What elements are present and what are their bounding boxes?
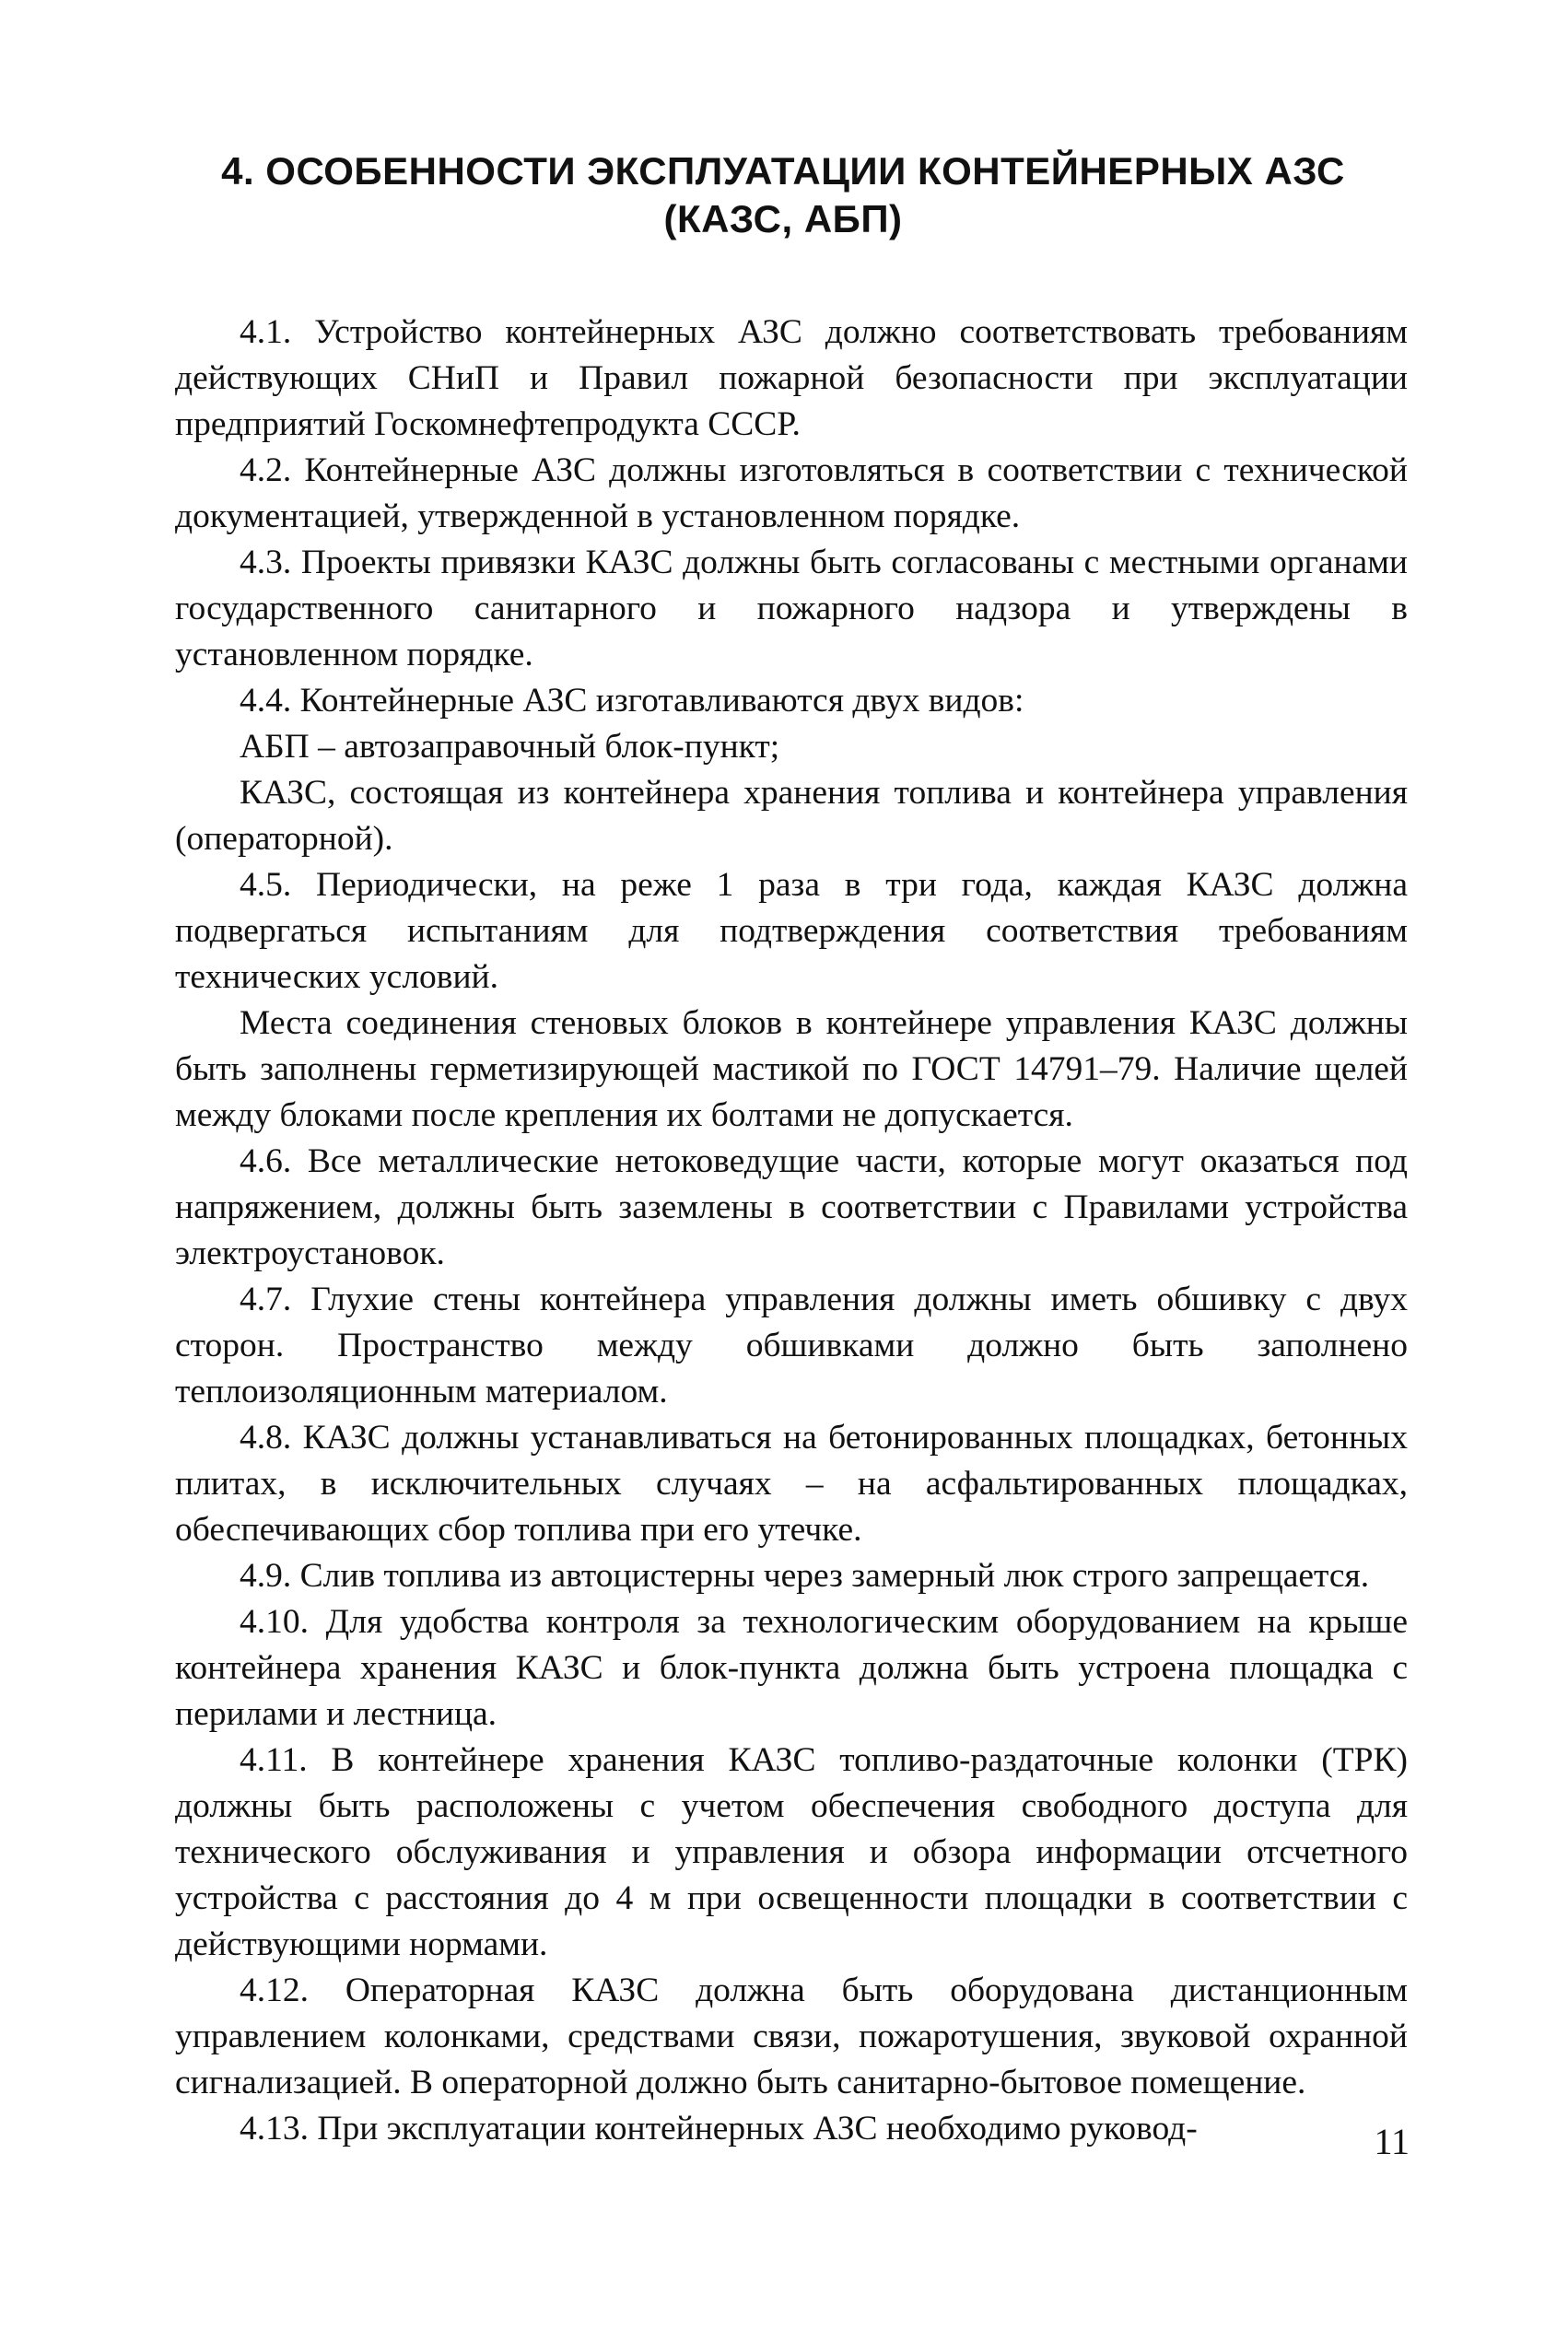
body-text xyxy=(175,310,1408,2152)
paragraph-4-1: 4.1. Устройство контейнерных АЗС должно соответствовать требованиям действующих СНиП и Правил пожарной безопасности при эксплуатации предприятий Госкомнефтепродукта СССР. xyxy=(175,313,1408,443)
paragraph-4-7: 4.7. Глухие стены контейнера управления должны иметь обшивку с двух сторон. Пространство между обшивками должно быть заполнено теплоизоляционным материалом. xyxy=(175,1281,1408,1410)
paragraph-abp-item: АБП – автозаправочный блок-пункт; xyxy=(240,728,780,766)
paragraph-kazs-item: КАЗС, состоящая из контейнера хранения топлива и контейнера управления (операторной). xyxy=(175,774,1408,858)
paragraph-wall-joints: Места соединения стеновых блоков в контейнере управления КАЗС должны быть заполнены герметизирующей мастикой по ГОСТ 14791–79. Наличие щелей между блоками после крепления их болтами не допускается. xyxy=(175,1004,1408,1134)
paragraph-4-10: 4.10. Для удобства контроля за технологическим оборудованием на крыше контейнера хранения КАЗС и блок-пункта должна быть устроена площадка с перилами и лестница. xyxy=(175,1603,1408,1733)
paragraph-4-9: 4.9. Слив топлива из автоцистерны через замерный люк строго запрещается. xyxy=(240,1557,1370,1595)
section-heading-line-1: 4. ОСОБЕННОСТИ ЭКСПЛУАТАЦИИ КОНТЕЙНЕРНЫХ АЗС xyxy=(221,149,1345,193)
paragraph-4-4: 4.4. Контейнерные АЗС изготавливаются двух видов: xyxy=(240,682,1024,720)
paragraph-4-3: 4.3. Проекты привязки КАЗС должны быть согласованы с местными органами государственного санитарного и пожарного надзора и утверждены в установленном порядке. xyxy=(175,544,1408,673)
paragraph-4-6: 4.6. Все металлические нетоковедущие части, которые могут оказаться под напряжением, должны быть заземлены в соответствии с Правилами устройства электроустановок. xyxy=(175,1142,1408,1272)
paragraph-4-8: 4.8. КАЗС должны устанавливаться на бетонированных площадках, бетонных плитах, в исключительных случаях – на асфальтированных площадках, обеспечивающих сбор топлива при его утечке. xyxy=(175,1419,1408,1549)
paragraph-4-12: 4.12. Операторная КАЗС должна быть оборудована дистанционным управлением колонками, средствами связи, пожаротушения, звуковой охранной сигнализацией. В операторной должно быть санитарно-бытовое помещение. xyxy=(175,1972,1408,2101)
paragraph-4-13: 4.13. При эксплуатации контейнерных АЗС необходимо руковод- xyxy=(240,2110,1198,2148)
paragraph-4-2: 4.2. Контейнерные АЗС должны изготовляться в соответствии с технической документацией, утвержденной в установленном порядке. xyxy=(175,451,1408,535)
paragraph-4-5: 4.5. Периодически, на реже 1 раза в три года, каждая КАЗС должна подвергаться испытаниям для подтверждения соответствия требованиям технических условий. xyxy=(175,866,1408,996)
page-number: 11 xyxy=(1374,2121,1410,2162)
paragraph-4-11: 4.11. В контейнере хранения КАЗС топливо-раздаточные колонки (ТРК) должны быть расположены с учетом обеспечения свободного доступа для технического обслуживания и управления и обзора информации отсчетного устройства с расстояния до 4 м при освещенности площадки в соответствии с действующими нормами. xyxy=(175,1741,1408,1963)
section-heading-line-2: (КАЗС, АБП) xyxy=(663,197,903,240)
